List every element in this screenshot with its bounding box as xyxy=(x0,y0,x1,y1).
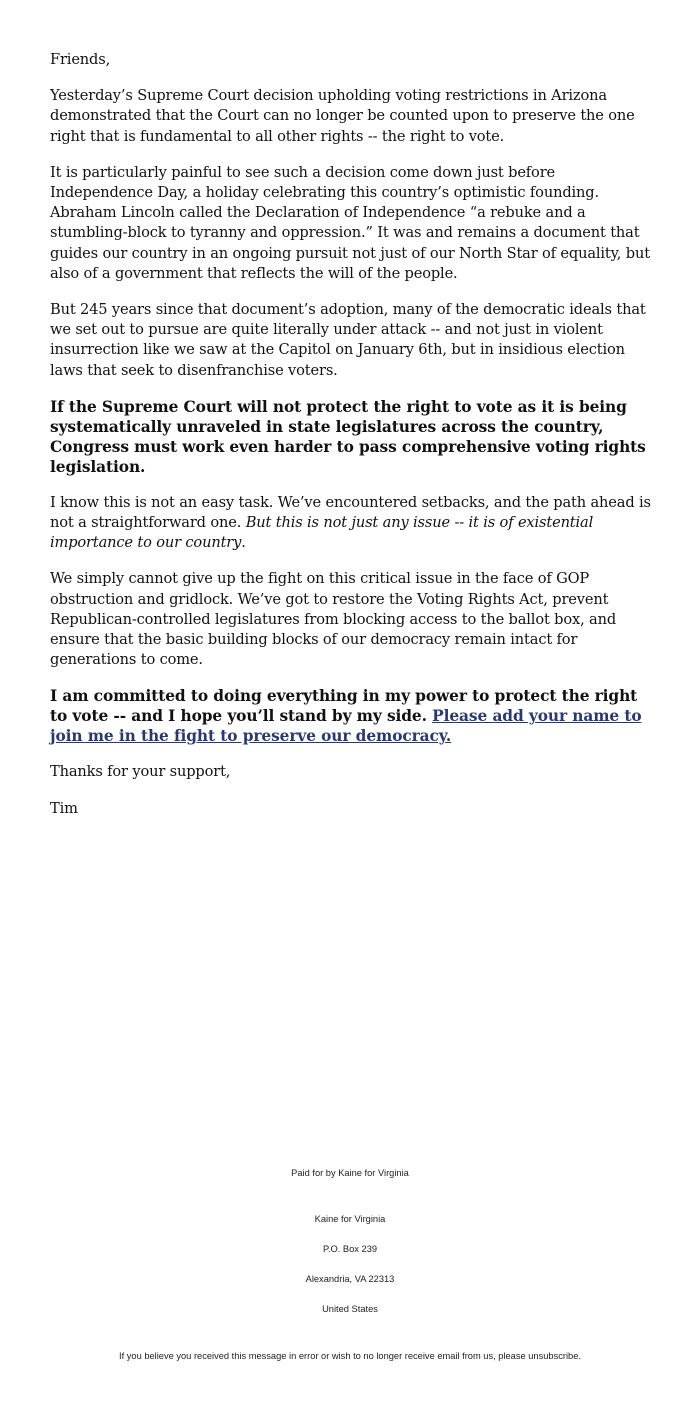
footer-paid-for: Paid for by Kaine for Virginia xyxy=(291,1168,409,1178)
footer-po-box: P.O. Box 239 xyxy=(322,1244,378,1254)
paragraph-commitment xyxy=(50,686,652,746)
paragraph-existential-italic: But this is not just any issue -- it is of existential importance to our country xyxy=(50,514,594,552)
commitment-text: I am committed to doing everything in my power to protect the right to vote -- and I hope you’ll stand by my side. xyxy=(50,687,638,726)
paragraph-not-easy-task-end: . xyxy=(241,534,246,552)
footer-unsubscribe-notice[interactable]: If you believe you received this message in error or wish to no longer receive email from us, please unsubscribe. xyxy=(119,1351,581,1361)
paragraph-not-easy-task xyxy=(50,493,652,554)
footer-country: United States xyxy=(322,1304,378,1314)
footer-org-name: Kaine for Virginia xyxy=(314,1214,386,1224)
paragraph-congress-call: If the Supreme Court will not protect the right to vote as it is being systematically unraveled in state legislatures across the country, Congress must work even harder to pass comprehensive voting rights legislation. xyxy=(50,397,646,476)
closing: Thanks for your support, xyxy=(50,763,231,781)
paragraph-democratic-ideals: But 245 years since that document’s adoption, many of the democratic ideals that we set out to pursue are quite literally under attack -- and not just in violent insurrection like we saw at the Capitol on January 6th, but in insidious election laws that seek to disenfranchise voters. xyxy=(50,301,646,379)
paragraph-voting-rights-act: We simply cannot give up the fight on this critical issue in the face of GOP obstruction and gridlock. We’ve got to restore the Voting Rights Act, prevent Republican-controlled legislatures from blocking access to the ballot box, and ensure that the basic building blocks of our democracy remain intact for generations to come. xyxy=(50,570,617,669)
add-your-name-link[interactable]: Please add your name to join me in the fight to preserve our democracy. xyxy=(50,707,642,746)
paragraph-court-decision: Yesterday’s Supreme Court decision upholding voting restrictions in Arizona demonstrated that the Court can no longer be counted upon to preserve the one right that is fundamental to all other rights -- the right to vote. xyxy=(50,87,635,145)
paragraph-independence-day: It is particularly painful to see such a decision come down just before Independence Day, a holiday celebrating this country’s optimistic founding. Abraham Lincoln called the Declaration of Independence “a rebuke and a stumbling-block to tyranny and oppression.” It was and remains a document that guides our country in an ongoing pursuit not just of our North Star of equality, but also of a government that reflects the will of the people. xyxy=(50,163,650,282)
signature: Tim xyxy=(50,799,78,817)
email-body xyxy=(50,50,652,835)
footer-city-state-zip: Alexandria, VA 22313 xyxy=(305,1274,395,1284)
greeting: Friends, xyxy=(50,51,111,68)
paragraph-not-easy-task-text: I know this is not an easy task. We’ve encountered setbacks, and the path ahead is not a straightforward one. xyxy=(50,493,651,532)
